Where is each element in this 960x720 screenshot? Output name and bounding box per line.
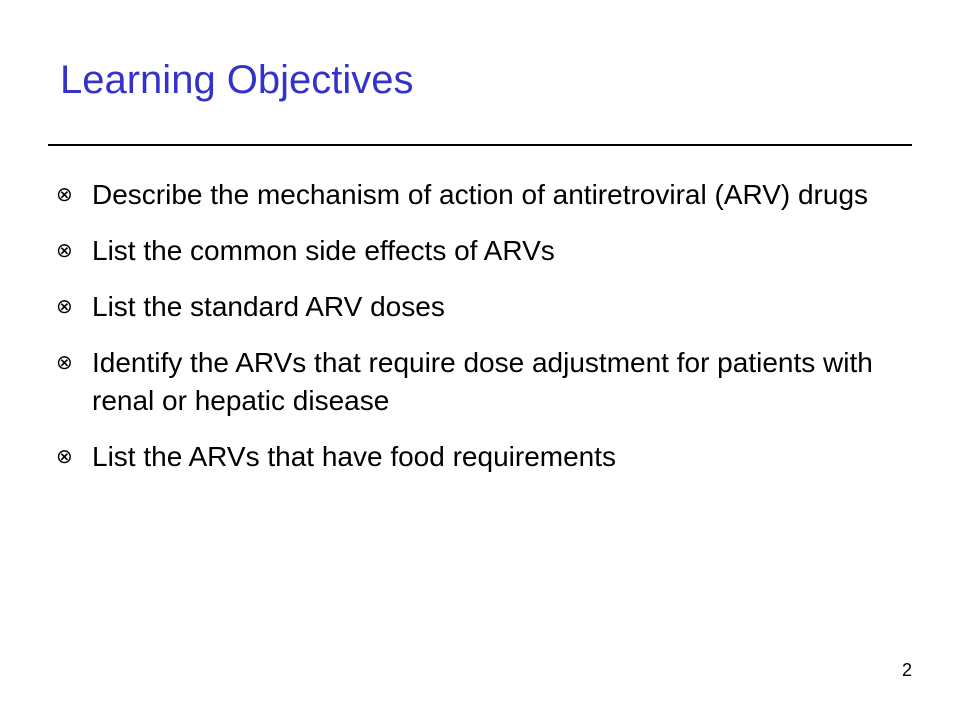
bullet-text: List the common side effects of ARVs <box>92 235 555 266</box>
list-item <box>54 438 884 476</box>
bullet-icon: ⊗ <box>56 296 73 318</box>
list-item <box>54 288 884 326</box>
bullet-text: List the ARVs that have food requirements <box>92 441 617 472</box>
title-divider <box>48 144 912 146</box>
bullet-text: List the standard ARV doses <box>92 291 445 322</box>
bullet-icon: ⊗ <box>56 446 73 468</box>
page-number: 2 <box>901 660 912 680</box>
bullet-icon: ⊗ <box>56 184 73 206</box>
bullet-icon: ⊗ <box>56 240 73 262</box>
bullet-icon: ⊗ <box>56 352 73 374</box>
bullet-text: Describe the mechanism of action of antiretroviral (ARV) drugs <box>92 179 869 210</box>
bullet-text: Identify the ARVs that require dose adjustment for patients with renal or hepatic disease <box>92 347 873 416</box>
objectives-list <box>54 176 884 494</box>
list-item <box>54 232 884 270</box>
slide-title: Learning Objectives <box>60 58 414 102</box>
list-item <box>54 176 884 214</box>
list-item <box>54 344 884 420</box>
